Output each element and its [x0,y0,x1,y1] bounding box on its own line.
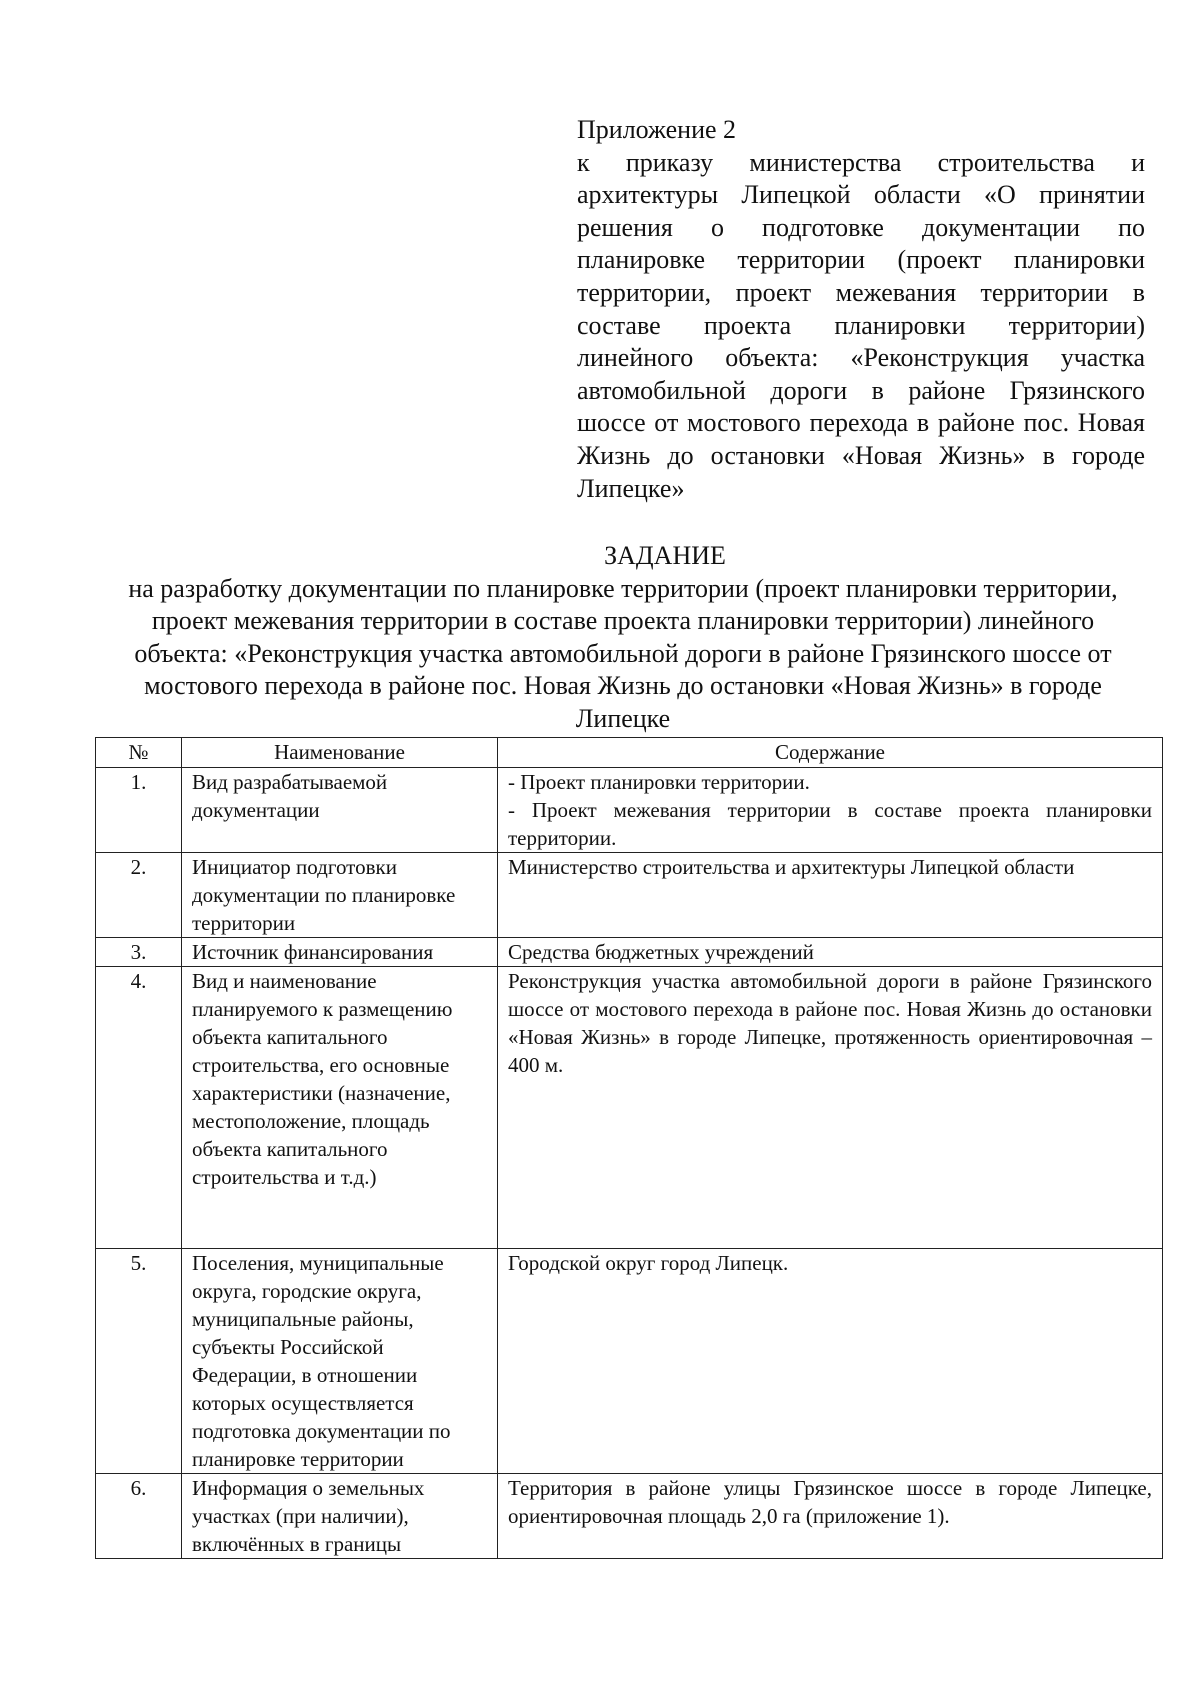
table-row [96,1474,1163,1559]
appendix-text: к приказу министерства строительства и архитектуры Липецкой области «О принятии решения о подготовке документации по планировке территории (проект планировки территории, проект межевания территории в составе проекта планировки территории) линейного объекта: «Реконструкция участка автомобильной дороги в районе Грязинского шоссе от мостового перехода в районе пос. Новая Жизнь до остановки «Новая Жизнь» в городе Липецке» [577,147,1145,503]
header-name: Наименование [182,738,498,768]
row-content [498,1474,1163,1559]
row-content-line: Реконструкция участка автомобильной дороги в районе Грязинского шоссе от мостового перехода в районе пос. Новая Жизнь до остановки «Новая Жизнь» в городе Липецке, протяженность ориентировочная – 400 м. [508,969,1152,1077]
table-row [96,853,1163,938]
appendix-block [577,114,1145,505]
table-row [96,938,1163,967]
row-content [498,768,1163,853]
row-name: Вид разрабатываемой документации [182,768,498,853]
table-header-row [96,738,1163,768]
table-row [96,967,1163,1249]
row-name: Вид и наименование планируемого к размещению объекта капитального строительства, его основные характеристики (назначение, местоположение, площадь объекта капитального строительства и т.д.) [182,967,498,1249]
row-number: 4. [96,967,182,1249]
row-content-line: Министерство строительства и архитектуры Липецкой области [508,855,1075,879]
row-name: Инициатор подготовки документации по планировке территории [182,853,498,938]
row-name: Информация о земельных участках (при наличии), включённых в границы [182,1474,498,1559]
header-content: Содержание [498,738,1163,768]
row-number: 5. [96,1249,182,1474]
row-number: 3. [96,938,182,967]
row-content-line: - Проект межевания территории в составе проекта планировки территории. [508,798,1152,850]
row-number: 2. [96,853,182,938]
appendix-title: Приложение 2 [577,115,737,144]
row-number: 6. [96,1474,182,1559]
row-content-line: Средства бюджетных учреждений [508,940,814,964]
row-content [498,938,1163,967]
row-name: Поселения, муниципальные округа, городские округа, муниципальные районы, субъекты Российской Федерации, в отношении которых осуществляется подготовка документации по планировке территории [182,1249,498,1474]
header-number: № [96,738,182,768]
document-subtitle: на разработку документации по планировке территории (проект планировки территории, проект межевания территории в составе проекта планировки территории) линейного объекта: «Реконструкция участка автомобильной дороги в районе Грязинского шоссе от мостового перехода в районе пос. Новая Жизнь до остановки «Новая Жизнь» в городе Липецке [128,574,1118,733]
row-content-line: - Проект планировки территории. [508,770,810,794]
row-number: 1. [96,768,182,853]
table-row [96,768,1163,853]
table-row [96,1249,1163,1474]
row-content-line: Городской округ город Липецк. [508,1251,789,1275]
row-content [498,1249,1163,1474]
row-content [498,967,1163,1249]
row-content [498,853,1163,938]
task-table [95,737,1163,1559]
row-content-line: Территория в районе улицы Грязинское шоссе в городе Липецке, ориентировочная площадь 2,0 га (приложение 1). [508,1476,1152,1528]
row-name: Источник финансирования [182,938,498,967]
document-heading: ЗАДАНИЕ [604,541,726,570]
